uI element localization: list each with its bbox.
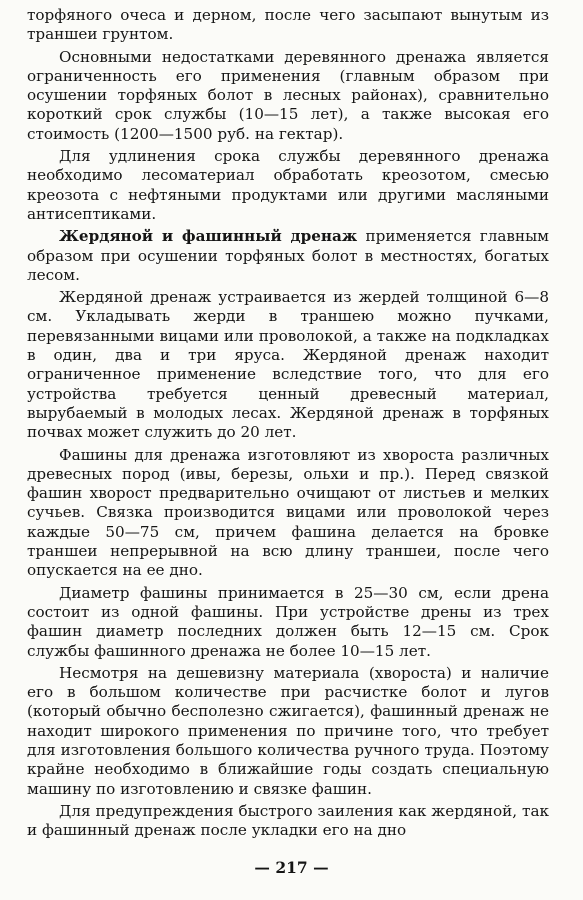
paragraph-pole-fascine-intro xyxy=(27,227,549,285)
paragraph-fascine-cost: Несмотря на дешевизну материала (хвороста) и наличие его в большом количестве при расчистке болот и лугов (который обычно бесполезно сжигается), фашинный дренаж не находит широкого применения по причине того, что требует для изготовления большого количества ручного труда. Поэтому крайне необходимо в ближайшие годы создать специальную машину по изготовлению и связке фашин. xyxy=(27,663,549,798)
paragraph-pole-drainage: Жердяной дренаж устраивается из жердей толщиной 6—8 см. Укладывать жерди в траншею можно пучками, перевязанными вицами или проволокой, а также на подкладках в один, два и три яруса. Жердяной дренаж находит ограниченное применение вследствие того, что для его устройства требуется ценный древесный материал, вырубаемый в молодых лесах. Жердяной дренаж в торфяных почвах может служить до 20 лет. xyxy=(27,288,549,442)
paragraph-continuation: торфяного очеса и дерном, после чего засыпают вынутым из траншеи грунтом. xyxy=(27,6,549,44)
paragraph-body: применяется главным образом при осушении торфяных болот в местностях, богатых лесом. xyxy=(27,227,549,284)
page-number: — 217 — xyxy=(254,858,329,877)
paragraph-wooden-drainage-lifespan: Для удлинения срока службы деревянного дренажа необходимо лесоматериал обработать креозотом, смесью креозота с нефтяными продуктами или другими масляными антисептиками. xyxy=(27,147,549,223)
paragraph-silting-prevention: Для предупреждения быстрого заиления как жердяной, так и фашинный дренаж после укладки его на дно xyxy=(27,801,549,840)
paragraph-fascines: Фашины для дренажа изготовляют из хвороста различных древесных пород (ивы, березы, ольхи и пр.). Перед связкой фашин хворост предварительно очищают от листьев и мелких сучьев. Связка производится вицами или проволокой через каждые 50—75 см, причем фашина делается на бровке траншеи непрерывной на всю длину траншеи, после чего опускается на ее дно. xyxy=(27,445,549,580)
paragraph-lead-bold: Жердяной и фашинный дренаж xyxy=(59,227,358,246)
paragraph-wooden-drainage-drawbacks: Основными недостатками деревянного дренажа является ограниченность его применения (главным образом при осушении торфяных болот в лесных районах), сравнительно короткий срок службы (10—15 лет), а также высокая его стоимость (1200—1500 руб. на гектар). xyxy=(27,47,549,143)
paragraph-fascine-diameter: Диаметр фашины принимается в 25—30 см, если дрена состоит из одной фашины. При устройстве дрены из трех фашин диаметр последних должен быть 12—15 см. Срок службы фашинного дренажа не более 10—15 лет. xyxy=(27,583,549,660)
